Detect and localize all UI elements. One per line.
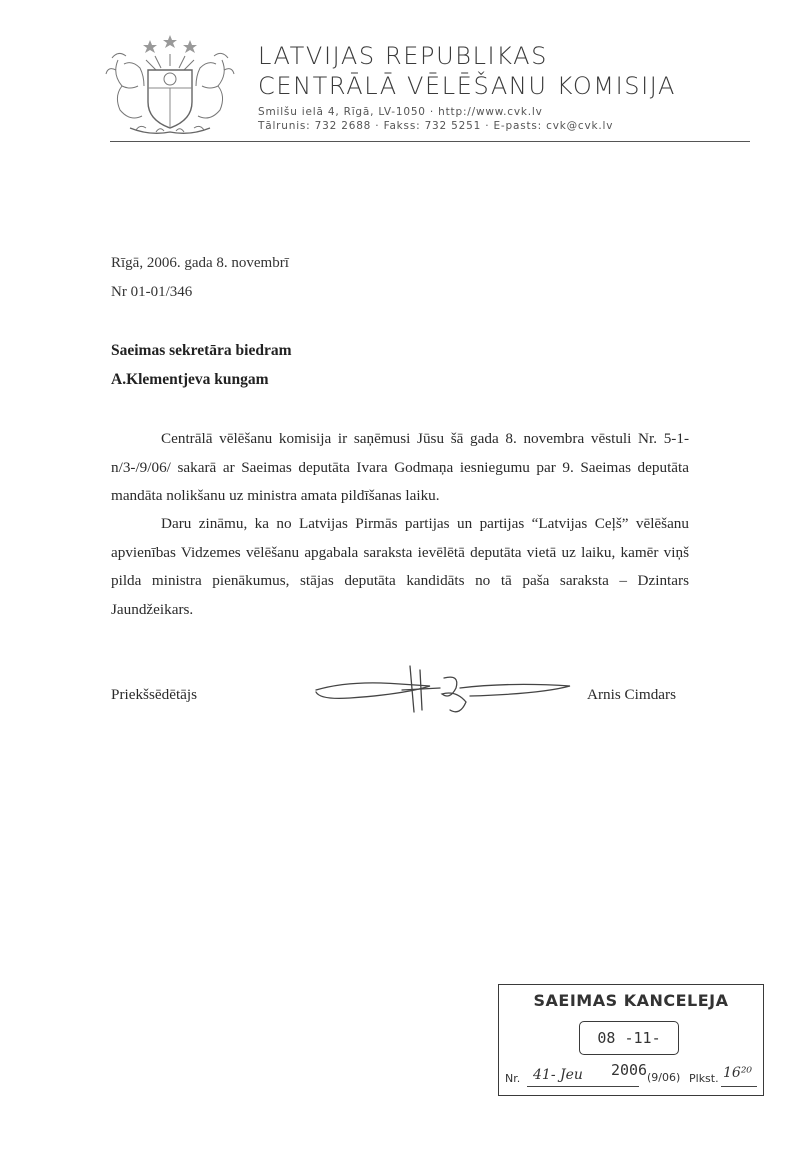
stamp-time-underline bbox=[721, 1086, 757, 1087]
body-paragraph-2: Daru zināmu, ka no Latvijas Pirmās partijas un partijas “Latvijas Ceļš” vēlēšanu apvienības Vidzemes vēlēšanu apgabala saraksta ievēlētā deputāta vietā uz laiku, kamēr viņš pilda ministra pienākumus, stājas deputāta kandidāts no tā paša saraksta – Dzintars Jaundžeikars. bbox=[111, 515, 689, 618]
coat-of-arms-emblem bbox=[100, 30, 240, 140]
stamp-nr-label: Nr. bbox=[505, 1072, 521, 1085]
letter-reference-number: Nr 01-01/346 bbox=[111, 284, 193, 300]
stamp-nr-underline bbox=[527, 1086, 639, 1087]
stamp-title: SAEIMAS KANCELEJA bbox=[533, 991, 729, 1010]
letterhead-divider bbox=[110, 141, 750, 142]
addressee-position: Saeimas sekretāra biedram bbox=[111, 342, 292, 359]
address-contact-line: Smilšu ielā 4, Rīgā, LV-1050 · http://www.cvk.lv bbox=[258, 106, 543, 118]
stamp-nr-value: 41- Jeu bbox=[533, 1067, 583, 1083]
stamp-registration-row bbox=[505, 1065, 759, 1089]
phone-contact-line: Tālrunis: 732 2688 · Fakss: 732 5251 · E-pasts: cvk@cvk.lv bbox=[258, 120, 614, 132]
stamp-time-label: Plkst. bbox=[689, 1072, 719, 1085]
body-paragraph-1: Centrālā vēlēšanu komisija ir saņēmusi Jūsu šā gada 8. novembra vēstuli Nr. 5-1-n/3-/9/06/ sakarā ar Saeimas deputāta Ivara Godmaņa iesniegumu par 9. Saeimas deputāta mandāta nolikšanu uz ministra amata pildīšanas laiku. bbox=[111, 430, 689, 504]
stamp-date: 08 -11- 2006 bbox=[579, 1021, 679, 1055]
stamp-code: (9/06) bbox=[647, 1071, 681, 1084]
signatory-title: Priekšsēdētājs bbox=[111, 686, 198, 703]
addressee-name: A.Klementjeva kungam bbox=[111, 371, 269, 388]
registry-stamp bbox=[498, 984, 764, 1096]
signatory-name: Arnis Cimdars bbox=[587, 686, 677, 703]
letter-date: Rīgā, 2006. gada 8. novembrī bbox=[111, 255, 289, 271]
organization-name-line2: CENTRĀLĀ VĒLĒŠANU KOMISIJA bbox=[258, 72, 677, 100]
stamp-time-value: 16²⁰ bbox=[723, 1065, 753, 1081]
handwritten-signature bbox=[310, 660, 580, 722]
organization-name-line1: LATVIJAS REPUBLIKAS bbox=[258, 42, 548, 70]
